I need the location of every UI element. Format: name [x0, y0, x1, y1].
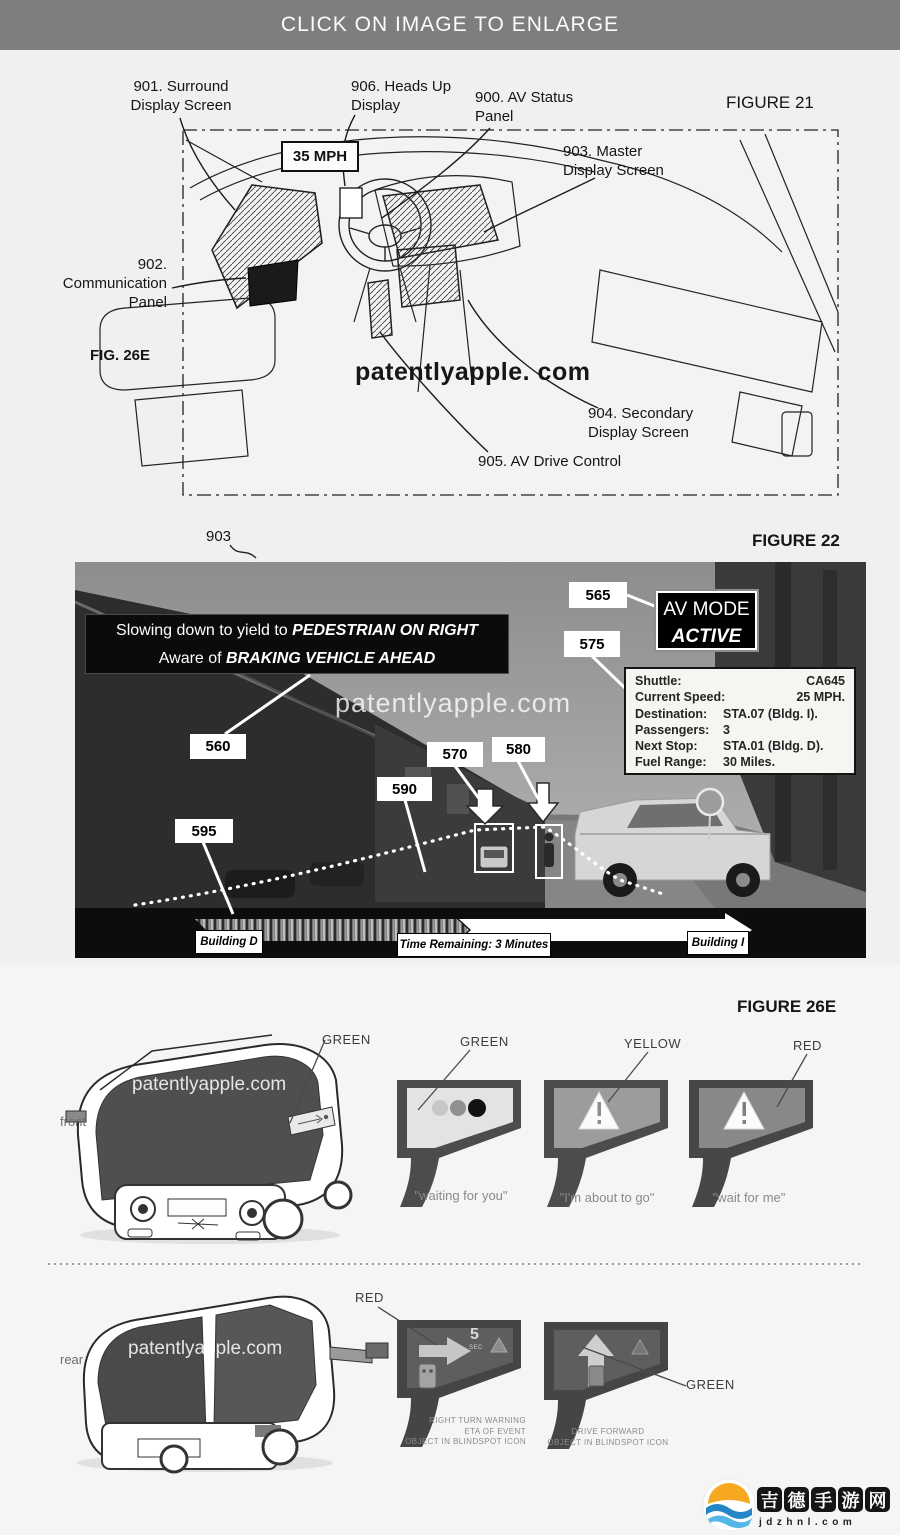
logo-char: 吉 — [757, 1487, 782, 1512]
hud-message-box — [85, 614, 509, 674]
communication-panel — [248, 260, 298, 306]
caption-line: DRIVE FORWARD — [571, 1427, 645, 1436]
site-logo[interactable] — [700, 1477, 896, 1535]
figure26e-title: FIGURE 26E — [737, 997, 837, 1016]
row-name: Shuttle: — [635, 674, 682, 688]
figure22-ref-903: 903 — [206, 528, 232, 545]
label-secondary-display: 904. Secondary Display Screen — [588, 405, 694, 441]
front-view-label: front — [60, 1114, 87, 1129]
message-line2-prefix: Aware of — [158, 650, 227, 667]
label-av-drive-control: 905. AV Drive Control — [478, 453, 622, 470]
route-start-label: Building D — [195, 930, 263, 954]
figure22-title: FIGURE 22 — [752, 531, 840, 550]
watermark-patentlyapple: patentlyapple. com — [355, 358, 591, 386]
av-drive-control — [368, 280, 392, 338]
label-heads-up-display: 906. Heads Up Display — [351, 78, 452, 114]
rear-color-label-red: RED — [355, 1290, 384, 1305]
caption-line: OBJECT IN BLINDSPOT ICON — [405, 1437, 526, 1446]
av-mode-state: ACTIVE — [671, 626, 742, 647]
row-value: STA.07 (Bldg. I). — [723, 706, 818, 721]
caption-line: ETA OF EVENT — [464, 1426, 526, 1436]
av-mode-indicator — [656, 591, 757, 650]
parked-car — [310, 862, 364, 886]
label-surround-display: 901. Surround Display Screen — [130, 78, 232, 114]
label-av-status-panel: 900. AV Status Panel — [475, 89, 574, 125]
secondary-display-screen — [397, 245, 460, 307]
caption-drive-forward — [542, 1427, 674, 1448]
row-name: Fuel Range: — [635, 755, 707, 770]
shuttle-info-panel — [624, 667, 856, 775]
panel-color-label-green: GREEN — [460, 1034, 509, 1049]
caption-right-turn-warning — [398, 1416, 526, 1448]
logo-char: 游 — [838, 1487, 863, 1512]
label-communication-panel: 902. Communication Panel — [62, 256, 167, 311]
parked-car — [225, 870, 295, 898]
eta-value: 5 — [470, 1326, 479, 1343]
patent-frame-border — [183, 130, 838, 495]
row-name: Next Stop: — [635, 739, 698, 754]
figure26e-drawings[interactable] — [40, 995, 870, 1475]
shuttle-icon — [419, 1364, 436, 1388]
shuttle-front-view — [66, 1035, 351, 1244]
vehicle-color-label-green: GREEN — [322, 1032, 371, 1047]
route-time-label: Time Remaining: 3 Minutes — [397, 933, 551, 957]
shuttle-icon — [589, 1366, 604, 1386]
av-mode-label: AV MODE — [663, 599, 750, 620]
watermark-patentlyapple: patentlyapple.com — [335, 688, 572, 718]
row-value: CA645 — [806, 674, 845, 688]
callout-575: 575 — [564, 631, 620, 657]
panel-color-label-yellow: YELLOW — [624, 1036, 682, 1051]
panel-about-to-go-yellow — [544, 1080, 668, 1207]
logo-domain: jdzhnl.com — [759, 1517, 857, 1528]
window-hint — [447, 784, 469, 814]
panel-wait-for-me-red — [689, 1080, 813, 1207]
rear-color-label-green: GREEN — [686, 1377, 735, 1392]
speed-badge-35mph: 35 MPH — [281, 141, 359, 172]
watermark-patentlyapple: patentlyapple.com — [132, 1074, 287, 1095]
message-line1-emphasis: PEDESTRIAN ON RIGHT — [292, 622, 478, 639]
logo-char: 网 — [865, 1487, 890, 1512]
callout-580: 580 — [492, 737, 545, 762]
caption-line: OBJECT IN BLINDSPOT ICON — [547, 1437, 669, 1447]
eta-unit: SEC — [469, 1345, 483, 1351]
row-value: 3 — [723, 722, 730, 737]
row-name: Destination: — [635, 706, 708, 721]
enlarge-banner: CLICK ON IMAGE TO ENLARGE — [0, 0, 900, 50]
row-name: Current Speed: — [635, 690, 726, 705]
figure21-title: FIGURE 21 — [726, 93, 814, 112]
logo-chinese-name — [757, 1487, 890, 1512]
logo-char: 德 — [784, 1487, 809, 1512]
fig26e-reference: FIG. 26E — [90, 347, 151, 364]
callout-560: 560 — [190, 734, 246, 759]
callout-595: 595 — [175, 819, 233, 843]
message-line2-emphasis: BRAKING VEHICLE AHEAD — [226, 650, 436, 667]
rear-view-label: rear — [60, 1352, 84, 1367]
caption-line: RIGHT TURN WARNING — [429, 1416, 526, 1425]
logo-char: 手 — [811, 1487, 836, 1512]
ref-squiggle — [228, 543, 260, 561]
logo-sun-wave-icon — [702, 1478, 756, 1532]
callout-590: 590 — [377, 777, 432, 801]
figure22-street-photo[interactable] — [75, 562, 866, 958]
callout-565: 565 — [569, 582, 627, 608]
row-name: Passengers: — [635, 722, 710, 737]
message-line1-prefix: Slowing down to yield to — [116, 622, 293, 639]
heads-up-display — [340, 188, 362, 218]
row-value: 25 MPH. — [796, 690, 845, 705]
panel-color-label-red: RED — [793, 1038, 822, 1053]
shuttle-rear-view — [77, 1297, 388, 1472]
watermark-patentlyapple: patentlyapple.com — [128, 1338, 283, 1359]
row-value: STA.01 (Bldg. D). — [723, 739, 824, 754]
route-end-label: Building I — [687, 931, 749, 955]
callout-570: 570 — [427, 742, 483, 767]
caption-waiting-for-you: "waiting for you" — [414, 1188, 508, 1203]
row-value: 30 Miles. — [723, 755, 776, 770]
caption-wait-for-me: "wait for me" — [712, 1190, 786, 1205]
label-master-display: 903. Master Display Screen — [563, 143, 664, 179]
caption-im-about-to-go: "I'm about to go" — [559, 1190, 655, 1205]
